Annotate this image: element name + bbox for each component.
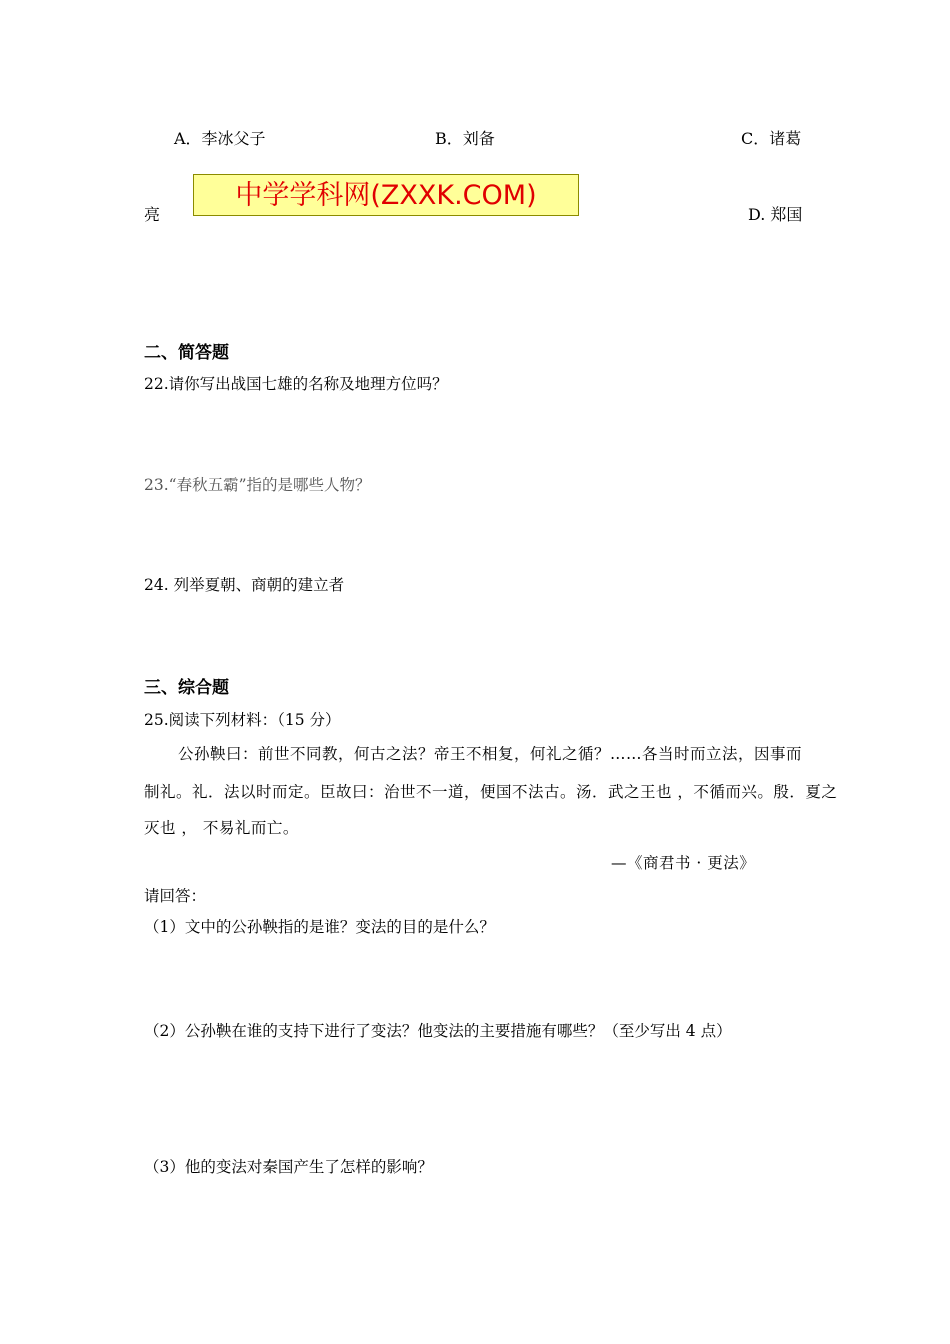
question-22: 22.请你写出战国七雄的名称及地理方位吗？ <box>144 375 448 393</box>
sub-question-2: （2）公孙鞅在谁的支持下进行了变法？他变法的主要措施有哪些？（至少写出 4 点） <box>144 1022 732 1040</box>
material-line-2: 制礼。礼．法以时而定。臣故曰：治世不一道，便国不法古。汤．武之王也 ，不循而兴。殷．夏之 <box>144 783 838 801</box>
question-24: 24. 列举夏朝、商朝的建立者 <box>144 576 345 594</box>
answer-prompt: 请回答： <box>144 887 207 905</box>
question-25: 25.阅读下列材料：（15 分） <box>144 711 341 729</box>
sub-question-3: （3）他的变法对秦国产生了怎样的影响？ <box>144 1158 433 1176</box>
option-c-continuation: 亮 <box>144 205 161 224</box>
question-23: 23.“春秋五霸”指的是哪些人物？ <box>144 476 371 494</box>
option-a: A．李冰父子 <box>174 129 266 148</box>
option-b: B．刘备 <box>435 129 495 148</box>
option-d: D. 郑国 <box>748 205 803 224</box>
section-heading-comprehensive: 三、综合题 <box>144 678 229 698</box>
option-c: C．诸葛 <box>741 129 802 148</box>
watermark-banner <box>193 174 579 216</box>
material-line-3: 灭也 ， 不易礼而亡。 <box>144 819 299 837</box>
section-heading-short-answer: 二、简答题 <box>144 343 229 363</box>
material-line-1: 公孙鞅曰：前世不同教，何古之法？帝王不相复，何礼之循？……各当时而立法，因事而 <box>178 745 803 763</box>
sub-question-1: （1）文中的公孙鞅指的是谁？变法的目的是什么？ <box>144 918 495 936</box>
watermark-text: 中学学科网(ZXXK.COM) <box>235 179 537 211</box>
material-source: —《商君书 · 更法》 <box>611 854 756 872</box>
